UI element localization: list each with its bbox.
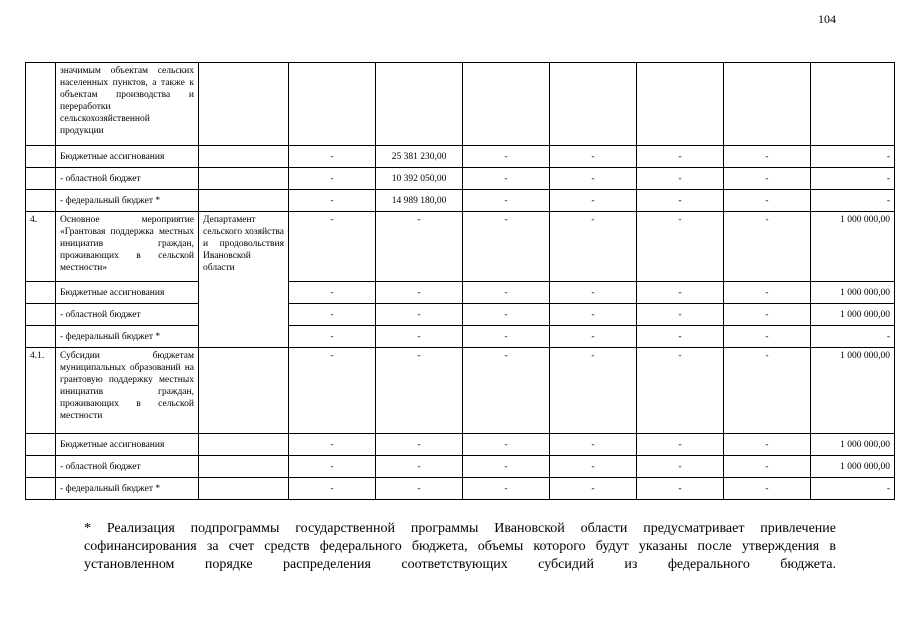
value-cell: - <box>550 304 637 326</box>
value-cell: - <box>289 190 376 212</box>
value-cell: - <box>637 168 724 190</box>
budget-table <box>25 62 895 500</box>
value-cell: - <box>724 478 811 500</box>
table-row <box>26 146 895 168</box>
value-cell: - <box>463 434 550 456</box>
value-cell: - <box>811 326 895 348</box>
value-cell: 1 000 000,00 <box>811 434 895 456</box>
executor-cell <box>199 456 289 478</box>
value-cell: - <box>376 456 463 478</box>
row-name-cell: значимым объектам сельских населенных пунктов, а также к объектам производства и переработки сельскохозяйственной продукции <box>56 63 199 146</box>
value-cell: - <box>463 146 550 168</box>
row-name-cell: Бюджетные ассигнования <box>56 146 199 168</box>
value-cell: - <box>811 190 895 212</box>
value-cell: - <box>724 146 811 168</box>
row-number-cell <box>26 456 56 478</box>
value-cell: - <box>550 282 637 304</box>
value-cell: - <box>463 348 550 434</box>
row-name-cell: Бюджетные ассигнования <box>56 282 199 304</box>
value-cell: - <box>637 190 724 212</box>
value-cell: - <box>637 456 724 478</box>
value-cell: - <box>289 434 376 456</box>
value-cell: - <box>463 168 550 190</box>
row-name-cell: - областной бюджет <box>56 304 199 326</box>
row-name-cell: - областной бюджет <box>56 456 199 478</box>
value-cell: - <box>289 456 376 478</box>
value-cell: - <box>376 434 463 456</box>
table-row <box>26 348 895 434</box>
value-cell: - <box>376 304 463 326</box>
row-name-cell: Бюджетные ассигнования <box>56 434 199 456</box>
value-cell: - <box>550 168 637 190</box>
value-cell: - <box>811 146 895 168</box>
value-cell: - <box>550 434 637 456</box>
row-number-cell <box>26 434 56 456</box>
table-row <box>26 326 895 348</box>
executor-cell <box>199 168 289 190</box>
value-cell: - <box>550 456 637 478</box>
value-cell: - <box>637 348 724 434</box>
value-cell: 1 000 000,00 <box>811 282 895 304</box>
value-cell: - <box>289 326 376 348</box>
value-cell: - <box>724 304 811 326</box>
value-cell <box>289 63 376 146</box>
footnote-text-end: установленном порядке распределения соответствующих субсидий из федерального бюджета. <box>84 557 836 572</box>
value-cell: 25 381 230,00 <box>376 146 463 168</box>
value-cell <box>811 63 895 146</box>
value-cell: - <box>550 348 637 434</box>
executor-cell <box>199 348 289 434</box>
value-cell: - <box>550 212 637 282</box>
value-cell: 1 000 000,00 <box>811 212 895 282</box>
row-name-cell: - федеральный бюджет * <box>56 478 199 500</box>
value-cell: - <box>463 456 550 478</box>
value-cell: - <box>637 304 724 326</box>
value-cell: - <box>289 478 376 500</box>
executor-cell <box>199 190 289 212</box>
value-cell: - <box>289 282 376 304</box>
table-row <box>26 304 895 326</box>
value-cell: - <box>724 168 811 190</box>
table-row <box>26 190 895 212</box>
value-cell: - <box>724 326 811 348</box>
value-cell <box>550 63 637 146</box>
value-cell: - <box>463 326 550 348</box>
value-cell: - <box>376 212 463 282</box>
row-number-cell: 4.1. <box>26 348 56 434</box>
value-cell <box>637 63 724 146</box>
value-cell: - <box>289 212 376 282</box>
value-cell: - <box>376 348 463 434</box>
value-cell: - <box>463 212 550 282</box>
value-cell: - <box>289 348 376 434</box>
table-row <box>26 478 895 500</box>
footnote-text: * Реализация подпрограммы государственной программы Ивановской области предусматривает привлечение софинансирования за счет средств федерального бюджета, объемы которого будут указаны после утверждения в <box>84 521 836 554</box>
value-cell: - <box>550 146 637 168</box>
value-cell: - <box>463 304 550 326</box>
value-cell: - <box>289 304 376 326</box>
value-cell <box>376 63 463 146</box>
value-cell: - <box>724 434 811 456</box>
row-number-cell <box>26 478 56 500</box>
value-cell: - <box>811 478 895 500</box>
row-number-cell: 4. <box>26 212 56 282</box>
value-cell: - <box>550 190 637 212</box>
value-cell: - <box>463 478 550 500</box>
row-name-cell: Основное мероприятие «Грантовая поддержка местных инициатив граждан, проживающих в сельской местности» <box>56 212 199 282</box>
executor-cell <box>199 478 289 500</box>
value-cell: - <box>811 168 895 190</box>
executor-cell <box>199 434 289 456</box>
row-name-cell: Субсидии бюджетам муниципальных образований на грантовую поддержку местных инициатив граждан, проживающих в сельской местности <box>56 348 199 434</box>
value-cell: - <box>637 282 724 304</box>
value-cell <box>463 63 550 146</box>
value-cell: 14 989 180,00 <box>376 190 463 212</box>
value-cell: 1 000 000,00 <box>811 348 895 434</box>
row-number-cell <box>26 146 56 168</box>
executor-cell: Департамент сельского хозяйства и продовольствия Ивановской области <box>199 212 289 348</box>
row-number-cell <box>26 326 56 348</box>
value-cell: - <box>376 478 463 500</box>
value-cell: - <box>463 282 550 304</box>
executor-cell <box>199 146 289 168</box>
page-number: 104 <box>818 12 836 26</box>
value-cell: - <box>376 282 463 304</box>
table-row <box>26 63 895 146</box>
table-row <box>26 168 895 190</box>
value-cell: - <box>637 146 724 168</box>
value-cell: - <box>637 326 724 348</box>
value-cell: 1 000 000,00 <box>811 456 895 478</box>
table-row <box>26 456 895 478</box>
row-number-cell <box>26 168 56 190</box>
value-cell: 1 000 000,00 <box>811 304 895 326</box>
row-number-cell <box>26 304 56 326</box>
value-cell: 10 392 050,00 <box>376 168 463 190</box>
row-number-cell <box>26 282 56 304</box>
table-row <box>26 434 895 456</box>
value-cell: - <box>724 348 811 434</box>
row-name-cell: - федеральный бюджет * <box>56 326 199 348</box>
row-number-cell <box>26 63 56 146</box>
row-name-cell: - федеральный бюджет * <box>56 190 199 212</box>
value-cell <box>724 63 811 146</box>
value-cell: - <box>724 212 811 282</box>
value-cell: - <box>463 190 550 212</box>
value-cell: - <box>637 434 724 456</box>
value-cell: - <box>637 478 724 500</box>
value-cell: - <box>289 146 376 168</box>
executor-cell <box>199 63 289 146</box>
table-row <box>26 282 895 304</box>
value-cell: - <box>550 478 637 500</box>
value-cell: - <box>550 326 637 348</box>
row-number-cell <box>26 190 56 212</box>
value-cell: - <box>724 190 811 212</box>
table-row <box>26 212 895 282</box>
row-name-cell: - областной бюджет <box>56 168 199 190</box>
value-cell: - <box>376 326 463 348</box>
value-cell: - <box>724 282 811 304</box>
value-cell: - <box>724 456 811 478</box>
value-cell: - <box>289 168 376 190</box>
value-cell: - <box>637 212 724 282</box>
